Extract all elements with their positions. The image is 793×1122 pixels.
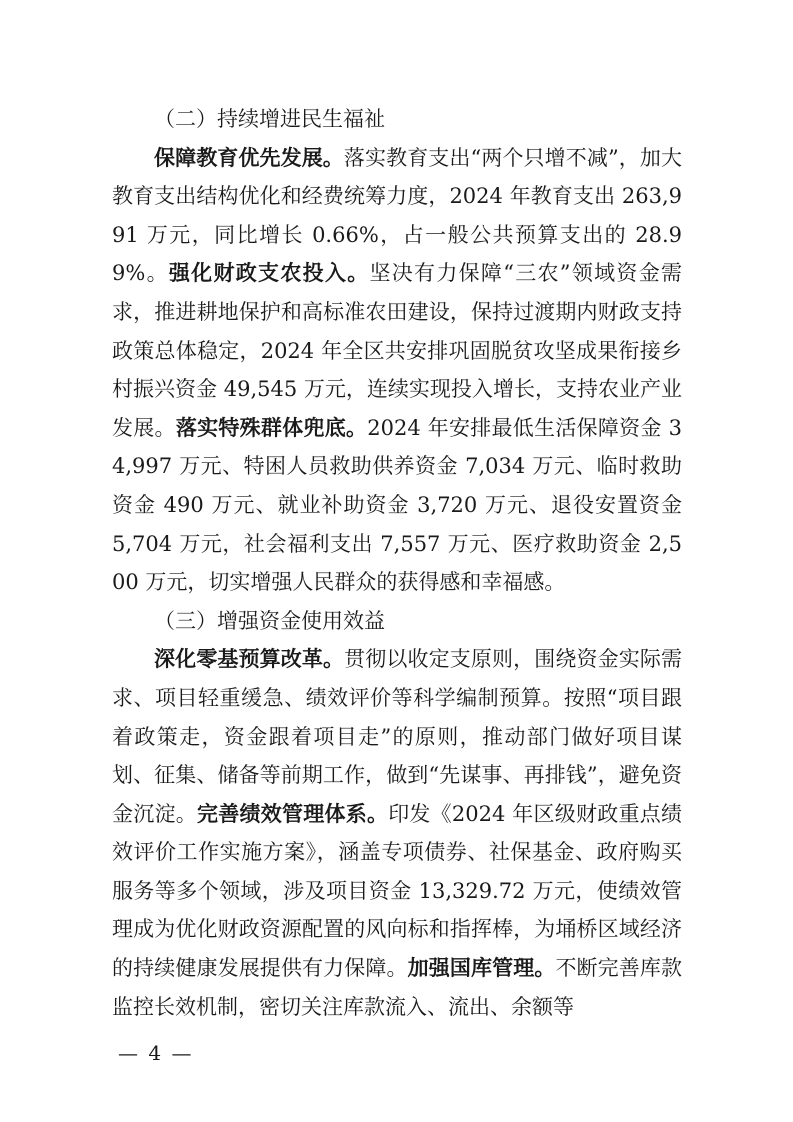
paragraph-efficiency (112, 640, 682, 1026)
section-heading-2: （二）持续增进民生福祉 (154, 107, 385, 131)
text-performance: 印发《2024 年区级财政重点绩效评价工作实施方案》，涵盖专项债券、社保基金、政府购买服务等多个领域，涉及项目资金 13,329.72 万元，使绩效管理成为优化财政资源配置的风向标和指挥棒，为埇桥区域经济的持续健康发展提供有力保障。 (112, 801, 682, 981)
paragraph-livelihood (112, 139, 682, 602)
text-treasury: 不断完善库款监控长效机制，密切关注库款流入、流出、余额等 (112, 956, 683, 1019)
text-education: 落实教育支出“两个只增不减”，加大教育支出结构优化和经费统筹力度，2024 年教育支出 263,991 万元，同比增长 0.66%，占一般公共预算支出的 28.99%。 (112, 145, 682, 286)
lead-performance: 完善绩效管理体系。 (196, 801, 389, 826)
text-agriculture: 坚决有力保障“三农”领域资金需求，推进耕地保护和高标准农田建设，保持过渡期内财政支持政策总体稳定，2024 年全区共安排巩固脱贫攻坚成果衔接乡村振兴资金 49,545 万元，连续实现投入增长，支持农业产业发展。 (112, 261, 682, 440)
lead-special-groups: 落实特殊群体兜底。 (175, 415, 368, 440)
document-body (112, 100, 682, 1026)
text-special-groups: 2024 年安排最低生活保障资金 34,997 万元、特困人员救助供养资金 7,034 万元、临时救助资金 490 万元、就业补助资金 3,720 万元、退役安置资金 5,704 万元，社会福利支出 7,557 万元、医疗救助资金 2,500 万元，切实增强人民群众的获得感和幸福感。 (112, 415, 683, 595)
section-heading-3: （三）增强资金使用效益 (154, 608, 385, 633)
lead-agriculture: 强化财政支农投入。 (168, 261, 370, 286)
lead-treasury: 加强国库管理。 (407, 956, 556, 981)
lead-education: 保障教育优先发展。 (154, 145, 344, 170)
text-zero-based-budget: 贯彻以收定支原则，围绕资金实际需求、项目轻重缓急、绩效评价等科学编制预算。按照“项目跟着政策走，资金跟着项目走”的原则，推动部门做好项目谋划、征集、储备等前期工作，做到“先谋事、再排钱”，避免资金沉淀。 (112, 647, 682, 826)
page-number: — 4 — (118, 1041, 194, 1065)
lead-zero-based-budget: 深化零基预算改革。 (154, 647, 345, 672)
